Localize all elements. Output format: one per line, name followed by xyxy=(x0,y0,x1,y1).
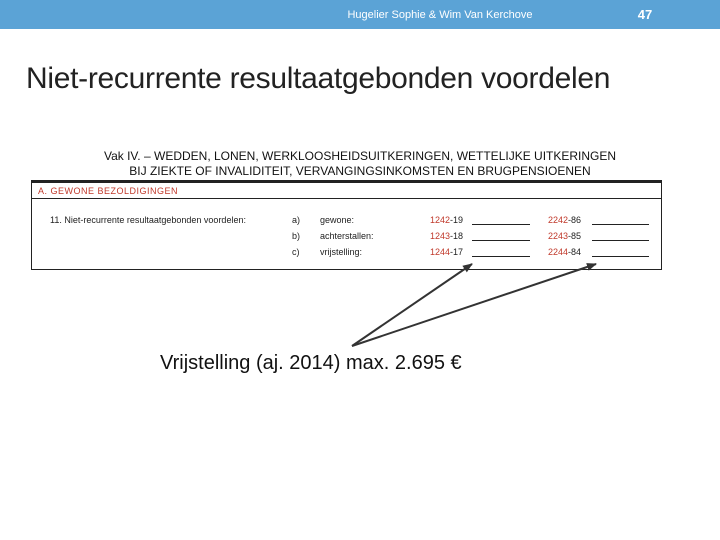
row-letter: b) xyxy=(292,231,301,241)
arrow-to-code-2244 xyxy=(352,264,596,346)
tax-code-suffix: -84 xyxy=(568,247,582,257)
tax-code-prefix: 2242 xyxy=(548,215,569,225)
tax-code-prefix: 2243 xyxy=(548,231,569,241)
row-description: achterstallen: xyxy=(320,231,374,241)
exemption-callout: Vrijstelling (aj. 2014) max. 2.695 € xyxy=(160,352,462,374)
tax-code-prefix: 1244 xyxy=(430,247,451,257)
item-label: 11. Niet-recurrente resultaatgebonden voordelen: xyxy=(50,215,246,225)
row-description: gewone: xyxy=(320,215,355,225)
tax-code-suffix: -17 xyxy=(450,247,464,257)
tax-code-prefix: 1243 xyxy=(430,231,451,241)
arrow-to-code-1244 xyxy=(352,264,472,346)
tax-code-prefix: 2244 xyxy=(548,247,569,257)
tax-code-suffix: -85 xyxy=(568,231,582,241)
tax-code-suffix: -86 xyxy=(568,215,582,225)
section-heading-line2: BIJ ZIEKTE OF INVALIDITEIT, VERVANGINGSINKOMSTEN EN BRUGPENSIOENEN xyxy=(129,164,591,178)
section-heading-line1: Vak IV. – WEDDEN, LONEN, WERKLOOSHEIDSUITKERINGEN, WETTELIJKE UITKERINGEN xyxy=(103,149,617,163)
tax-code-prefix: 1242 xyxy=(430,215,451,225)
row-letter: c) xyxy=(292,247,300,257)
tax-code-suffix: -19 xyxy=(450,215,464,225)
subsection-label: A. GEWONE BEZOLDIGINGEN xyxy=(38,186,179,196)
row-letter: a) xyxy=(292,215,301,225)
page-number: 47 xyxy=(637,7,653,22)
row-description: vrijstelling: xyxy=(320,247,363,257)
header-author: Hugelier Sophie & Wim Van Kerchove xyxy=(347,9,533,21)
tax-code-suffix: -18 xyxy=(450,231,464,241)
slide-title: Niet-recurrente resultaatgebonden voordelen xyxy=(26,62,611,95)
